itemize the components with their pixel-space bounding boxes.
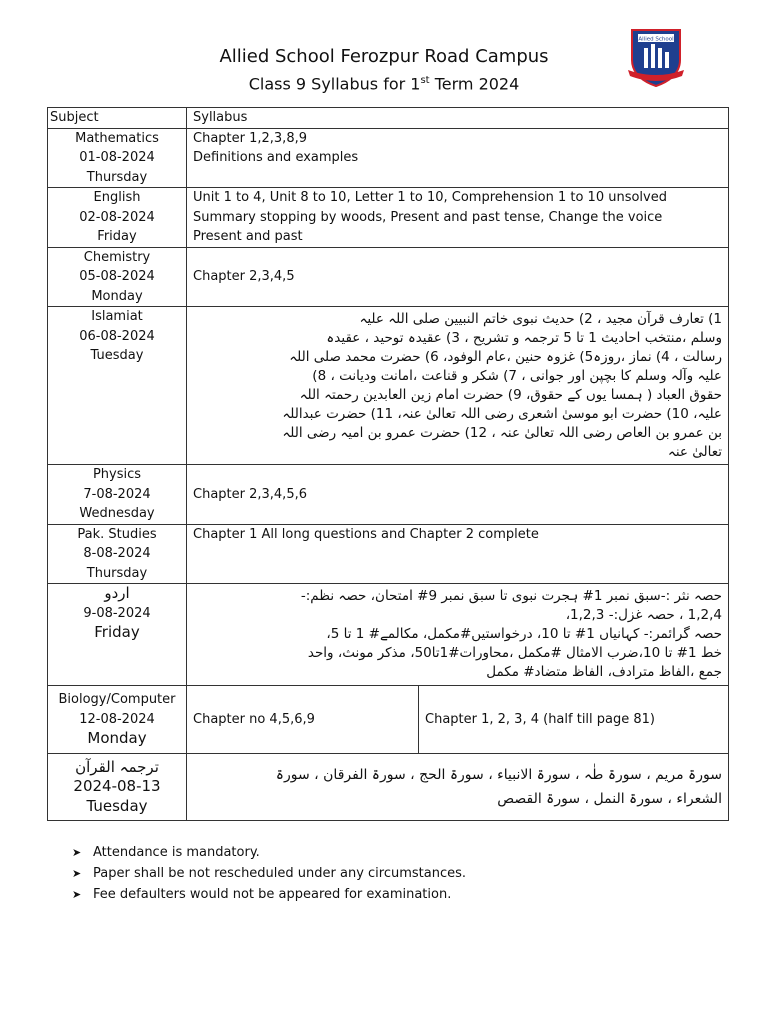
table-header-row xyxy=(48,108,729,129)
subject-name: Pak. Studies xyxy=(77,526,157,542)
subject-cell xyxy=(48,754,187,821)
subject-cell xyxy=(48,188,187,248)
exam-date: 06-08-2024 xyxy=(79,328,155,344)
subject-cell xyxy=(48,128,187,188)
syllabus-cell xyxy=(187,307,729,465)
exam-date: 05-08-2024 xyxy=(79,269,155,284)
subject-cell xyxy=(48,465,187,525)
table-row-biology-computer xyxy=(48,686,729,754)
subject-name: English xyxy=(93,190,141,205)
exam-day: Monday xyxy=(91,288,143,304)
exam-day: Monday xyxy=(87,729,147,748)
subject-name: Physics xyxy=(92,467,142,482)
exam-day: Tuesday xyxy=(90,348,144,363)
exam-date: 7-08-2024 xyxy=(83,486,151,502)
school-name: Allied School Ferozpur Road Campus xyxy=(219,46,549,67)
subject-cell xyxy=(48,307,187,465)
table-row-pak-studies xyxy=(48,524,729,584)
table-row-quran-translation xyxy=(48,754,729,821)
syllabus-line: حصہ نثر :-سبق نمبر 1# ہجرت نبوی تا سبق نمبر 9# امتحان، حصہ نظم:- xyxy=(300,588,722,604)
list-item xyxy=(72,863,466,884)
exam-day: Thursday xyxy=(86,565,148,581)
subject-cell xyxy=(48,686,187,754)
subject-name: Chemistry xyxy=(83,249,151,265)
syllabus-line: Chapter 2,3,4,5 xyxy=(193,269,295,284)
syllabus-line: خط 1# تا 10،ضرب الامثال #مکمل ،محاورات#1تا50، مذکر مونث، واحد xyxy=(307,645,722,661)
syllabus-line: 1) تعارف قرآن مجید ، 2) حدیث نبوی خاتم النبیین صلی اللہ علیہ xyxy=(359,310,722,327)
syllabus-cell xyxy=(187,584,729,686)
arrow-bullet-icon: ➤ xyxy=(72,846,82,859)
table-row-english xyxy=(48,188,729,248)
syllabus-line: علیہ وآلہ وسلم کا بچپن اور جوانی ، 7) شکر و قناعت ،امانت ودیانت ، 8) xyxy=(312,367,722,384)
syllabus-line: Chapter 2,3,4,5,6 xyxy=(193,486,307,502)
note-text: Attendance is mandatory. xyxy=(93,845,260,860)
exam-date: 2024-08-13 xyxy=(73,777,161,796)
syllabus-line: بن عمرو بن العاص رضی اللہ تعالیٰ عنہ ، 12) حضرت عمرو بن امیہ رضی اللہ xyxy=(282,424,722,441)
exam-day: Thursday xyxy=(86,169,148,185)
subject-cell xyxy=(48,584,187,686)
syllabus-line: Present and past xyxy=(193,229,303,244)
syllabus-cell xyxy=(187,128,729,188)
note-text: Fee defaulters would not be appeared for examination. xyxy=(93,887,452,902)
arrow-bullet-icon: ➤ xyxy=(72,867,82,880)
syllabus-cell xyxy=(187,188,729,248)
syllabus-line: وسلم ،منتخب احادیث 1 تا 5 ترجمہ و تشریح ، 3) عقیدہ توحید ، عقیدہ xyxy=(326,329,722,346)
subject-name: Biology/Computer xyxy=(58,692,176,708)
arrow-bullet-icon: ➤ xyxy=(72,888,82,901)
syllabus-line: رسالت ، 4) نماز ،روزہ5) غزوہ حنین ،عام الوفود، 6) حضرت محمد صلی اللہ xyxy=(289,348,722,365)
syllabus-line: Chapter 1 All long questions and Chapter 2 complete xyxy=(193,526,539,542)
syllabus-line: سورۃ مریم ، سورۃ طٰہ ، سورۃ الانبیاء ، سورۃ الحج ، سورۃ الفرقان ، سورۃ xyxy=(275,767,722,783)
subject-name: Islamiat xyxy=(91,309,143,324)
subject-cell xyxy=(48,524,187,584)
exam-day: Wednesday xyxy=(79,506,155,521)
syllabus-cell-computer: Chapter 1, 2, 3, 4 (half till page 81) xyxy=(419,686,729,754)
syllabus-table xyxy=(47,107,729,821)
subject-cell xyxy=(48,247,187,307)
table-row-urdu xyxy=(48,584,729,686)
syllabus-line: حقوق العباد ( ہمسا یوں کے حقوق، 9) حضرت امام زین العابدین رحمتہ اللہ xyxy=(299,386,722,403)
list-item xyxy=(72,842,466,863)
syllabus-cell xyxy=(187,524,729,584)
exam-date: 02-08-2024 xyxy=(79,209,155,225)
exam-date: 9-08-2024 xyxy=(83,605,151,621)
table-row-chemistry xyxy=(48,247,729,307)
notes-list xyxy=(72,842,466,905)
note-text: Paper shall be not rescheduled under any circumstances. xyxy=(93,866,467,881)
syllabus-cell xyxy=(187,754,729,821)
table-row-physics xyxy=(48,465,729,525)
school-logo xyxy=(626,26,686,90)
syllabus-line: Unit 1 to 4, Unit 8 to 10, Letter 1 to 10, Comprehension 1 to 10 unsolved xyxy=(193,190,667,205)
table-row-islamiat xyxy=(48,307,729,465)
subject-name: ترجمہ القرآن xyxy=(75,757,159,776)
term-title-sup: st xyxy=(420,75,430,86)
term-title-suffix: Term 2024 xyxy=(429,74,520,94)
syllabus-line: Chapter 1,2,3,8,9 xyxy=(193,130,307,146)
syllabus-line: الشعراء ، سورۃ النمل ، سورۃ القصص xyxy=(497,791,722,807)
syllabus-line: حصہ گرائمر:- کہانیاں 1# تا 10، درخواستیں#مکمل، مکالمے# 1 تا 5، xyxy=(326,626,722,642)
syllabus-line: علیہ، 10) حضرت ابو موسیٰ اشعری رضی اللہ تعالیٰ عنہ، 11) حضرت عبداللہ xyxy=(282,405,722,422)
table-row-mathematics xyxy=(48,128,729,188)
logo-text: Allied School xyxy=(638,36,674,43)
syllabus-cell xyxy=(187,465,729,525)
syllabus-line: Summary stopping by woods, Present and past tense, Change the voice xyxy=(193,209,663,225)
syllabus-cell xyxy=(187,247,729,307)
exam-date: 8-08-2024 xyxy=(83,546,151,561)
subject-name: اردو xyxy=(104,584,130,602)
exam-day: Friday xyxy=(97,229,137,244)
exam-day: Tuesday xyxy=(86,796,148,815)
header-syllabus: Syllabus xyxy=(187,108,729,129)
exam-date: 01-08-2024 xyxy=(79,150,155,165)
list-item xyxy=(72,884,466,905)
term-title-prefix: Class 9 Syllabus for 1 xyxy=(248,74,421,94)
exam-date: 12-08-2024 xyxy=(79,711,155,727)
subject-name: Mathematics xyxy=(75,130,159,146)
exam-day: Friday xyxy=(94,623,140,641)
syllabus-cell-biology: Chapter no 4,5,6,9 xyxy=(187,686,419,754)
header-subject: Subject xyxy=(48,108,187,129)
syllabus-line: Definitions and examples xyxy=(193,150,359,165)
syllabus-line: جمع ،الفاظ مترادف، الفاظ متضاد# مکمل xyxy=(486,664,722,680)
syllabus-line: تعالیٰ عنہ xyxy=(667,443,722,460)
syllabus-line: 1,2,4 ، حصہ غزل:- 1,2,3، xyxy=(565,607,722,623)
